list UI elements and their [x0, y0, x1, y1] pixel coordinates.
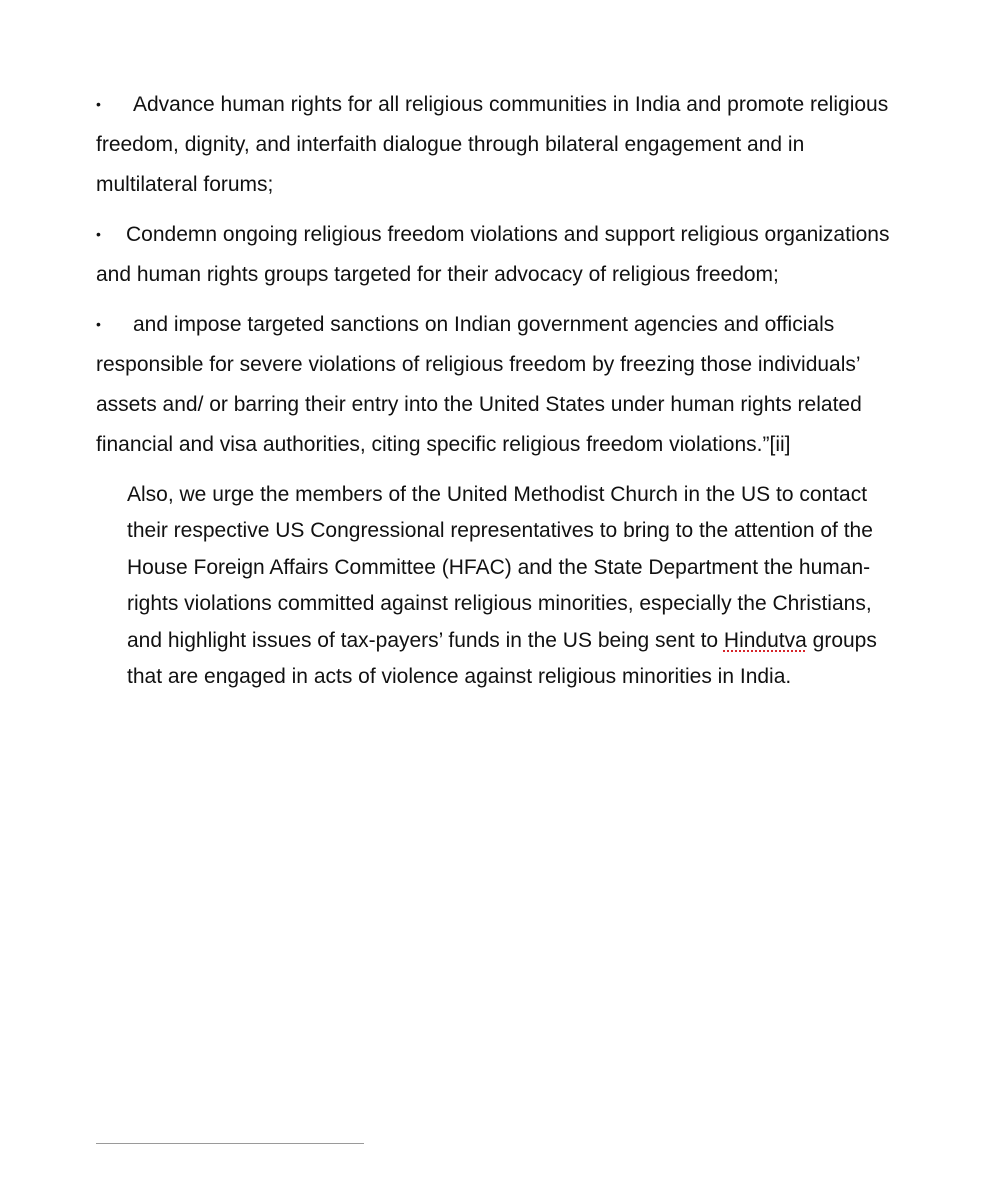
document-body [96, 84, 908, 695]
bullet-text: Condemn ongoing religious freedom violations and support religious organizations and human rights groups targeted for their advocacy of religious freedom; [96, 223, 890, 286]
paragraph-text-before: Also, we urge the members of the United Methodist Church in the US to contact their respective US Congressional representatives to bring to the attention of the House Foreign Affairs Committee (HFAC) and the State Department the human-rights violations committed against religious minorities, especially the Christians, and highlight issues of tax-payers’ funds in the US being sent to [127, 483, 873, 652]
paragraph-text-after: groups that are engaged in acts of violence against religious minorities in India. [127, 628, 877, 689]
bullet-item-1 [96, 84, 908, 205]
bullet-item-3 [96, 304, 908, 465]
bullet-text: and impose targeted sanctions on Indian government agencies and officials responsible for severe violations of religious freedom by freezing those individuals’ assets and/ or barring their entry into the United States under human rights related financial and visa authorities, citing specific religious freedom violations.”[ii] [96, 313, 862, 456]
bullet-marker: • [96, 316, 101, 332]
bullet-text: Advance human rights for all religious communities in India and promote religious freedom, dignity, and interfaith dialogue through bilateral engagement and in multilateral forums; [96, 93, 889, 196]
bullet-marker: • [96, 96, 101, 112]
bullet-marker: • [96, 226, 101, 242]
footnote-separator [96, 1143, 364, 1144]
spellcheck-flagged-word[interactable]: Hindutva [723, 628, 807, 652]
body-paragraph [127, 477, 907, 695]
bullet-item-2 [96, 214, 908, 295]
